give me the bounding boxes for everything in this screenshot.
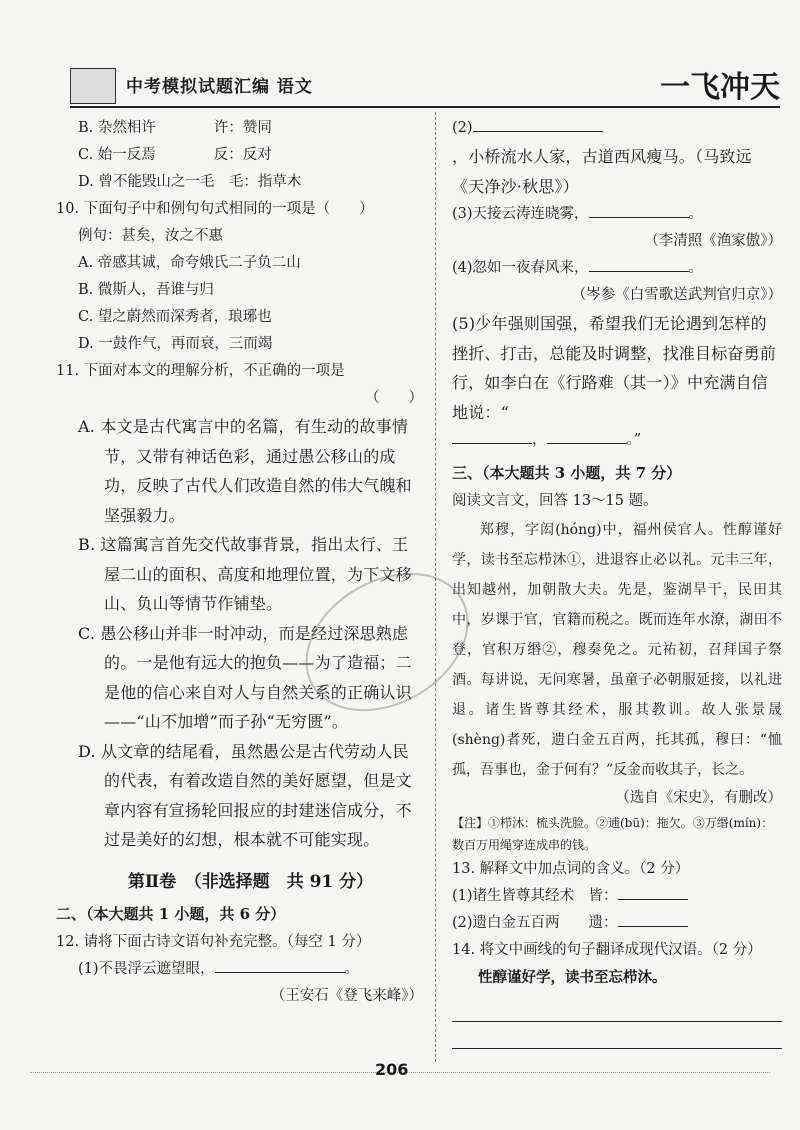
q12-item-3-source: （李清照《渔家傲》） <box>644 233 782 249</box>
option-b: B. 杂然相许 许：赞同 <box>78 120 272 136</box>
q12-item-5-blanks: ， 。” <box>452 427 782 454</box>
q13-item-2-text: (2)遗白金五百两 遗： <box>452 915 618 931</box>
q12-blank-1[interactable] <box>215 956 345 973</box>
q13-item-1-text: (1)诸生皆尊其经术 皆： <box>452 888 618 904</box>
q12-item-2-text: ，小桥流水人家，古道西风瘦马。（马致远《天净沙·秋思》） <box>452 147 752 196</box>
passage-notes: 【注】①栉沐：梳头洗脸。②逋(bū)：拖欠。③万缗(mín)：数百万用绳穿连成串的钱。 <box>452 816 774 852</box>
q10-example: 例句：甚矣，汝之不惠 <box>78 228 223 244</box>
q12-item-4: (4)忽如一夜春风来， 。 <box>452 255 782 282</box>
q13-blank-2[interactable] <box>618 910 688 927</box>
q13-item-1 <box>452 883 782 910</box>
q12-item-4-source: （岑参《白雪歌送武判官归京》） <box>571 287 782 303</box>
classical-passage: 郑穆，字闳(hóng)中，福州侯官人。性醇谨好学，读书至忘栉沐①，进退容止必以礼。元丰三年，出知越州，加朝散大夫。先是，鉴湖旱干，民田其中，岁课于官，官籍而税之。既而连年水潦，湖田不登，官积万缗②，穆奏免之。元祐初，召拜国子祭酒。每讲说，无问寒暑，虽童子必朝服延接，以礼进退。诸生皆尊其经术，服其教训。故人张景晟(shèng)者死，遗白金五百两，托其孤，穆曰：“恤孤，吾事也，金于何有？”反金而收其子，长之。 <box>452 522 782 778</box>
q11-option-c: C. 愚公移山并非一时冲动，而是经过深思熟虑的。一是他有远大的抱负——为了造福；二是他的信心来自对人与自然关系的正确认识——“山不加增”而子孙“无穷匮”。 <box>78 623 412 731</box>
q12-blank-4[interactable] <box>589 255 689 272</box>
q10-option-b: B. 微斯人，吾谁与归 <box>78 282 214 298</box>
q11-option-b: B. 这篇寓言首先交代故事背景，指出太行、王屋二山的面积、高度和地理位置，为下文移山、负山等情节作铺垫。 <box>78 535 412 613</box>
brand-logo: 一飞冲天 <box>660 70 780 105</box>
option-c: C. 始一反焉 反：反对 <box>78 147 272 163</box>
q12-item-2 <box>452 115 782 142</box>
part-two-heading: 第Ⅱ卷 （非选择题 共 91 分） <box>127 871 374 892</box>
book-logo-icon <box>70 68 116 104</box>
question-12: 12. 请将下面古诗文语句补充完整。（每空 1 分） <box>56 933 371 950</box>
reading-intro: 阅读文言文，回答 13～15 题。 <box>452 493 658 509</box>
q12-item-1: (1)不畏浮云遮望眼， 。 <box>78 956 423 983</box>
q12-item-5: (5)少年强则国强，希望我们无论遇到怎样的挫折、打击，总能及时调整，找准目标奋勇前行，如李白在《行路难（其一）》中充满自信地说：“ <box>452 314 777 422</box>
question-11: 11. 下面对本文的理解分析，不正确的一项是 <box>56 363 345 379</box>
q12-item-1-text: (1)不畏浮云遮望眼， <box>78 960 215 977</box>
left-column <box>56 115 423 1010</box>
page-number: 206 <box>375 1060 409 1079</box>
q14-sentence: 性醇谨好学，读书至忘栉沐。 <box>478 969 667 986</box>
q11-option-a: A. 本文是古代寓言中的名篇，有生动的故事情节，又带有神话色彩，通过愚公移山的成功，反映了古代人们改造自然的伟大气魄和坚强毅力。 <box>78 417 412 525</box>
q12-item-3: (3)天接云涛连晓雾， 。 <box>452 201 782 228</box>
question-14: 14. 将文中画线的句子翻译成现代汉语。（2 分） <box>452 942 762 958</box>
option-d: D. 曾不能毁山之一毛 毛：指草木 <box>78 174 302 190</box>
q12-blank-3[interactable] <box>589 201 689 218</box>
q12-item-1-source: （王安石《登飞来峰》） <box>270 987 423 1004</box>
section-two-heading: 二、（本大题共 1 小题，共 6 分） <box>56 904 286 923</box>
q10-option-c: C. 望之蔚然而深秀者，琅琊也 <box>78 309 272 325</box>
q13-blank-1[interactable] <box>618 883 688 900</box>
q12-item-4-text: (4)忽如一夜春风来， <box>452 260 589 276</box>
page-header <box>70 62 780 108</box>
q10-option-d: D. 一鼓作气，再而衰，三而竭 <box>78 336 273 352</box>
q11-option-d: D. 从文章的结尾看，虽然愚公是古代劳动人民的代表，有着改造自然的美好愿望，但是文章内容有宣扬轮回报应的封建迷信成分，不过是美好的幻想，根本就不可能实现。 <box>78 741 412 849</box>
section-three-heading: 三、（本大题共 3 小题，共 7 分） <box>452 464 682 482</box>
passage-source: （选自《宋史》，有删改） <box>615 790 782 806</box>
right-column <box>452 115 782 1049</box>
q12-item-2-prefix: (2) <box>452 120 473 136</box>
question-13: 13. 解释文中加点词的含义。（2 分） <box>452 861 690 877</box>
q12-blank-2[interactable] <box>473 115 603 132</box>
q13-item-2 <box>452 910 782 937</box>
q12-blank-5a[interactable] <box>452 427 532 444</box>
header-title: 中考模拟试题汇编 语文 <box>126 77 313 97</box>
q10-option-a: A. 帝感其诚，命夸娥氏二子负二山 <box>78 255 301 271</box>
q11-answer-paren: （ ） <box>365 390 423 406</box>
q14-answer-line-1[interactable] <box>452 991 782 1022</box>
q14-answer-line-2[interactable] <box>452 1022 782 1049</box>
q12-item-3-text: (3)天接云涛连晓雾， <box>452 206 589 222</box>
question-10: 10. 下面句子中和例句句式相同的一项是（ ） <box>56 201 374 217</box>
q12-blank-5b[interactable] <box>547 427 627 444</box>
